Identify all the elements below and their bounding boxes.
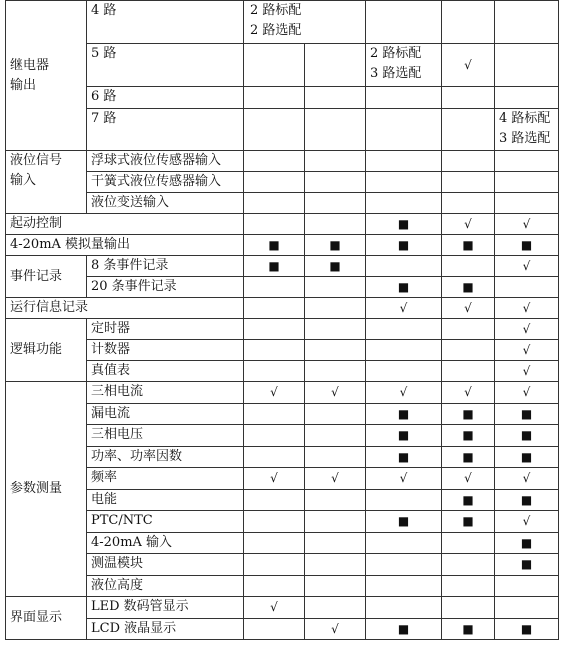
table-cell <box>442 109 495 151</box>
feature-mark <box>305 511 366 533</box>
feature-mark <box>305 340 366 361</box>
feature-mark: √ <box>305 382 366 404</box>
feature-mark <box>244 277 305 298</box>
feature-label: 测温模块 <box>87 554 244 576</box>
feature-label: 4-20mA 模拟量输出 <box>6 235 244 256</box>
feature-label: 干簧式液位传感器输入 <box>87 172 244 193</box>
feature-mark: √ <box>442 214 495 235</box>
table-cell <box>495 193 559 214</box>
cell-line: 4 路标配 <box>499 111 551 126</box>
table-row <box>6 235 559 256</box>
feature-mark: √ <box>244 468 305 490</box>
feature-label: 功率、功率因数 <box>87 446 244 468</box>
table-cell <box>495 172 559 193</box>
table-cell <box>305 109 366 151</box>
channel-label: 4 路 <box>87 1 244 44</box>
cell-line: 2 路选配 <box>250 23 302 38</box>
feature-label: 液位高度 <box>87 575 244 597</box>
table-row <box>6 468 559 490</box>
feature-label: 计数器 <box>87 340 244 361</box>
table-cell <box>305 44 366 87</box>
feature-mark: ■ <box>495 235 559 256</box>
table-cell <box>495 44 559 87</box>
feature-mark: √ <box>366 468 442 490</box>
feature-mark <box>366 361 442 382</box>
feature-mark: √ <box>495 511 559 533</box>
table-cell <box>244 151 305 172</box>
feature-mark: ■ <box>495 618 559 640</box>
feature-mark <box>305 403 366 425</box>
group-label-event: 事件记录 <box>6 256 87 298</box>
table-cell <box>442 151 495 172</box>
feature-mark: √ <box>244 382 305 404</box>
feature-mark <box>442 575 495 597</box>
table-cell <box>495 151 559 172</box>
table-cell <box>495 87 559 109</box>
table-row <box>6 319 559 340</box>
table-cell <box>244 87 305 109</box>
cell-line: 3 路选配 <box>370 66 422 81</box>
table-cell <box>244 44 305 87</box>
feature-mark: ■ <box>442 511 495 533</box>
feature-mark: ■ <box>366 511 442 533</box>
feature-mark: ■ <box>442 235 495 256</box>
feature-mark: √ <box>366 382 442 404</box>
feature-mark <box>442 554 495 576</box>
feature-mark <box>305 575 366 597</box>
feature-mark <box>442 319 495 340</box>
feature-label: 液位变送输入 <box>87 193 244 214</box>
feature-mark <box>442 597 495 619</box>
feature-mark <box>366 597 442 619</box>
table-row <box>6 403 559 425</box>
table-cell <box>442 172 495 193</box>
channel-label: 6 路 <box>87 87 244 109</box>
feature-mark <box>366 575 442 597</box>
feature-mark <box>305 425 366 447</box>
cell-line: 2 路标配 <box>370 46 422 61</box>
feature-mark <box>244 618 305 640</box>
group-label-line: 液位信号 <box>10 153 63 168</box>
feature-mark: √ <box>495 468 559 490</box>
table-cell <box>305 87 366 109</box>
feature-mark <box>305 361 366 382</box>
feature-label: LED 数码管显示 <box>87 597 244 619</box>
table-row <box>6 193 559 214</box>
feature-mark: ■ <box>366 425 442 447</box>
feature-label: 4-20mA 输入 <box>87 532 244 554</box>
feature-mark <box>366 554 442 576</box>
feature-label: 8 条事件记录 <box>87 256 244 277</box>
feature-label: 20 条事件记录 <box>87 277 244 298</box>
table-cell <box>366 1 442 44</box>
channel-label: 7 路 <box>87 109 244 151</box>
table-row <box>6 214 559 235</box>
feature-mark <box>244 511 305 533</box>
table-cell <box>366 151 442 172</box>
table-row <box>6 340 559 361</box>
group-label-line: 继电器 <box>10 57 50 73</box>
group-label-line: 输出 <box>10 77 37 93</box>
feature-label: 三相电流 <box>87 382 244 404</box>
feature-mark <box>244 361 305 382</box>
group-label-line: 输入 <box>10 173 37 188</box>
table-cell <box>495 1 559 44</box>
feature-mark <box>305 446 366 468</box>
feature-mark: ■ <box>442 277 495 298</box>
feature-mark <box>244 446 305 468</box>
feature-mark <box>366 340 442 361</box>
table-cell <box>244 109 305 151</box>
feature-mark: √ <box>366 298 442 319</box>
table-cell <box>366 87 442 109</box>
table-row <box>6 298 559 319</box>
table-cell <box>442 193 495 214</box>
table-row <box>6 532 559 554</box>
channel-label: 5 路 <box>87 44 244 87</box>
table-row <box>6 597 559 619</box>
feature-mark: √ <box>495 361 559 382</box>
table-row <box>6 151 559 172</box>
table-row <box>6 44 559 87</box>
group-label-level <box>6 151 87 214</box>
feature-mark <box>442 340 495 361</box>
feature-mark: ■ <box>442 489 495 511</box>
table-cell <box>366 109 442 151</box>
feature-mark: ■ <box>366 618 442 640</box>
table-cell <box>366 172 442 193</box>
feature-label: 频率 <box>87 468 244 490</box>
feature-mark <box>244 532 305 554</box>
feature-mark <box>244 214 305 235</box>
feature-mark <box>495 597 559 619</box>
table-cell <box>366 193 442 214</box>
feature-mark <box>366 532 442 554</box>
feature-mark <box>442 361 495 382</box>
feature-label: 定时器 <box>87 319 244 340</box>
table-row <box>6 489 559 511</box>
feature-mark: ■ <box>305 256 366 277</box>
feature-mark: ■ <box>495 425 559 447</box>
table-row <box>6 575 559 597</box>
group-label-logic: 逻辑功能 <box>6 319 87 382</box>
feature-mark: ■ <box>366 403 442 425</box>
feature-mark <box>244 554 305 576</box>
feature-mark <box>305 554 366 576</box>
feature-mark: √ <box>495 256 559 277</box>
feature-mark <box>244 425 305 447</box>
feature-label: 电能 <box>87 489 244 511</box>
feature-mark: ■ <box>305 235 366 256</box>
table-cell <box>442 1 495 44</box>
table-row <box>6 1 559 44</box>
group-label-param: 参数测量 <box>6 382 87 597</box>
feature-mark <box>244 403 305 425</box>
feature-label: 运行信息记录 <box>6 298 244 319</box>
feature-mark: √ <box>442 468 495 490</box>
feature-mark: √ <box>442 44 495 87</box>
feature-mark <box>244 575 305 597</box>
feature-mark <box>495 575 559 597</box>
feature-label: 真值表 <box>87 361 244 382</box>
feature-mark: ■ <box>244 235 305 256</box>
feature-mark: ■ <box>495 489 559 511</box>
feature-mark <box>305 319 366 340</box>
table-cell <box>442 87 495 109</box>
feature-mark: ■ <box>442 618 495 640</box>
page-footer-clipped <box>5 641 565 648</box>
group-label-relay <box>6 1 87 151</box>
table-cell <box>244 172 305 193</box>
table-row <box>6 172 559 193</box>
feature-mark <box>305 532 366 554</box>
relay-config <box>244 1 366 44</box>
feature-label: LCD 液晶显示 <box>87 618 244 640</box>
feature-mark <box>244 340 305 361</box>
feature-mark: ■ <box>495 554 559 576</box>
feature-mark: ■ <box>366 277 442 298</box>
feature-mark <box>495 277 559 298</box>
table-row <box>6 256 559 277</box>
feature-mark <box>366 489 442 511</box>
table-row <box>6 554 559 576</box>
group-label-display: 界面显示 <box>6 597 87 640</box>
feature-mark: √ <box>442 298 495 319</box>
feature-mark: ■ <box>495 403 559 425</box>
feature-mark: ■ <box>442 425 495 447</box>
feature-mark: √ <box>244 597 305 619</box>
feature-mark: √ <box>305 618 366 640</box>
feature-mark: √ <box>495 298 559 319</box>
table-row <box>6 361 559 382</box>
feature-mark: ■ <box>495 446 559 468</box>
feature-label: 三相电压 <box>87 425 244 447</box>
feature-mark: √ <box>442 382 495 404</box>
table-row <box>6 618 559 640</box>
table-row <box>6 87 559 109</box>
feature-label: 浮球式液位传感器输入 <box>87 151 244 172</box>
feature-mark <box>442 532 495 554</box>
feature-mark: ■ <box>495 532 559 554</box>
feature-mark: √ <box>495 319 559 340</box>
feature-mark: ■ <box>442 446 495 468</box>
feature-mark <box>305 298 366 319</box>
feature-mark <box>305 489 366 511</box>
feature-label: 起动控制 <box>6 214 244 235</box>
feature-mark <box>305 277 366 298</box>
feature-mark <box>305 597 366 619</box>
feature-mark: ■ <box>366 235 442 256</box>
feature-mark: ■ <box>442 403 495 425</box>
table-row <box>6 511 559 533</box>
table-cell <box>244 193 305 214</box>
table-row <box>6 425 559 447</box>
feature-mark: ■ <box>244 256 305 277</box>
table-cell <box>305 172 366 193</box>
feature-mark: ■ <box>366 214 442 235</box>
feature-mark: √ <box>495 382 559 404</box>
table-cell <box>305 151 366 172</box>
table-cell <box>305 193 366 214</box>
feature-mark: √ <box>495 340 559 361</box>
feature-mark <box>305 214 366 235</box>
feature-mark <box>244 489 305 511</box>
feature-mark <box>442 256 495 277</box>
feature-mark <box>366 319 442 340</box>
feature-mark: √ <box>305 468 366 490</box>
table-row <box>6 446 559 468</box>
feature-mark: √ <box>495 214 559 235</box>
relay-config <box>366 44 442 87</box>
cell-line: 2 路标配 <box>250 3 302 18</box>
cell-line: 3 路选配 <box>499 131 551 146</box>
feature-mark <box>244 298 305 319</box>
relay-config <box>495 109 559 151</box>
table-row <box>6 277 559 298</box>
table-row <box>6 382 559 404</box>
feature-label: 漏电流 <box>87 403 244 425</box>
feature-mark <box>366 256 442 277</box>
feature-label: PTC/NTC <box>87 511 244 533</box>
feature-mark <box>244 319 305 340</box>
feature-mark: ■ <box>366 446 442 468</box>
table-row <box>6 109 559 151</box>
feature-matrix-table <box>5 0 559 640</box>
